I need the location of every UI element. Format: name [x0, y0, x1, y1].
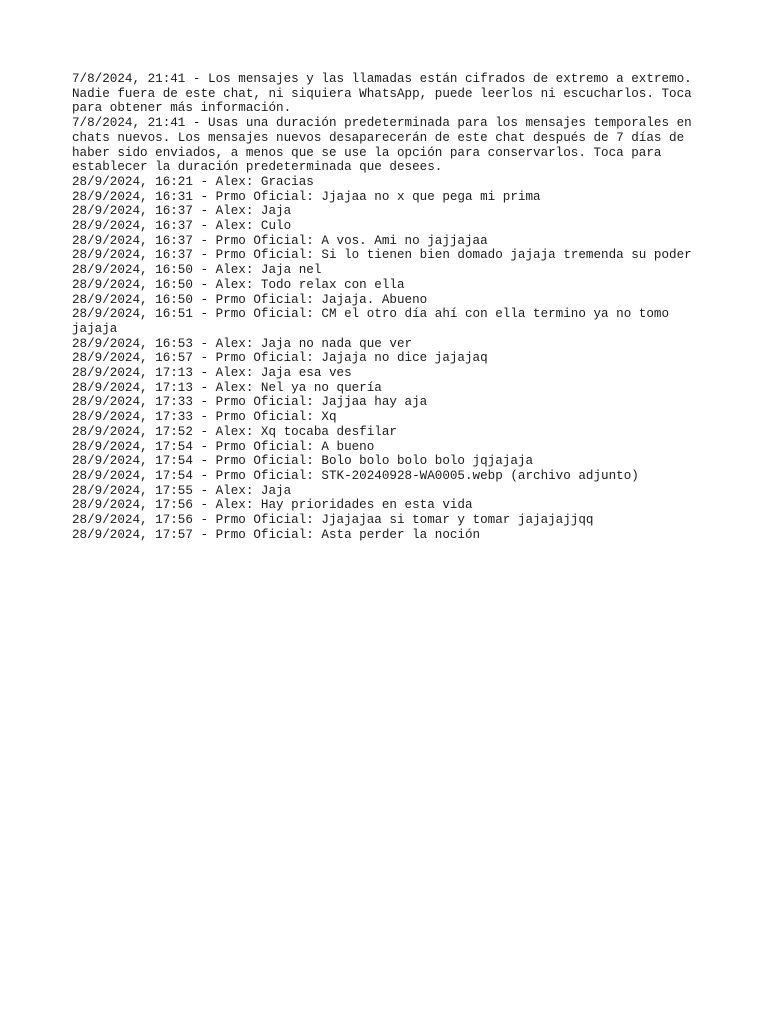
text-line: 28/9/2024, 17:33 - Prmo Oficial: Xq: [72, 410, 337, 425]
text-line: 28/9/2024, 17:13 - Alex: Jaja esa ves: [72, 366, 352, 381]
text-line: 28/9/2024, 17:54 - Prmo Oficial: A bueno: [72, 439, 375, 454]
text-line: jajaja: [72, 321, 118, 336]
text-line: 28/9/2024, 17:56 - Alex: Hay prioridades en esta vida: [72, 498, 473, 513]
text-line: 28/9/2024, 16:57 - Prmo Oficial: Jajaja no dice jajajaq: [72, 351, 488, 366]
text-line: 28/9/2024, 16:37 - Alex: Jaja: [72, 204, 292, 219]
text-line: 28/9/2024, 17:57 - Prmo Oficial: Asta perder la noción: [72, 527, 481, 542]
text-line: 28/9/2024, 16:21 - Alex: Gracias: [72, 174, 314, 189]
text-line: 28/9/2024, 16:51 - Prmo Oficial: CM el otro día ahí con ella termino ya no tomo: [72, 307, 670, 322]
text-line: 28/9/2024, 17:56 - Prmo Oficial: Jjajajaa si tomar y tomar jajajajjqq: [72, 513, 594, 528]
text-line: 28/9/2024, 17:55 - Alex: Jaja: [72, 483, 292, 498]
text-line: chats nuevos. Los mensajes nuevos desaparecerán de este chat después de 7 días de: [72, 130, 685, 145]
text-line: 7/8/2024, 21:41 - Usas una duración predeterminada para los mensajes temporales en: [72, 116, 692, 131]
text-line: 7/8/2024, 21:41 - Los mensajes y las llamadas están cifrados de extremo a extremo.: [72, 72, 692, 86]
text-line: 28/9/2024, 17:13 - Alex: Nel ya no quería: [72, 380, 382, 395]
text-line: 28/9/2024, 17:54 - Prmo Oficial: STK-20240928-WA0005.webp (archivo adjunto): [72, 468, 639, 483]
text-line: 28/9/2024, 16:50 - Prmo Oficial: Jajaja. Abueno: [72, 292, 428, 307]
text-line: 28/9/2024, 17:54 - Prmo Oficial: Bolo bolo bolo bolo jqjajaja: [72, 454, 534, 469]
text-line: 28/9/2024, 16:37 - Prmo Oficial: A vos. Ami no jajjajaa: [72, 233, 488, 248]
text-line: 28/9/2024, 16:31 - Prmo Oficial: Jjajaa no x que pega mi prima: [72, 189, 541, 204]
text-line: 28/9/2024, 16:53 - Alex: Jaja no nada que ver: [72, 336, 413, 351]
text-line: haber sido enviados, a menos que se use la opción para conservarlos. Toca para: [72, 145, 662, 160]
text-line: 28/9/2024, 17:52 - Alex: Xq tocaba desfilar: [72, 424, 397, 439]
text-line: 28/9/2024, 16:50 - Alex: Todo relax con ella: [72, 277, 405, 292]
text-line: Nadie fuera de este chat, ni siquiera WhatsApp, puede leerlos ni escucharlos. Toca: [72, 86, 692, 101]
text-line: 28/9/2024, 17:33 - Prmo Oficial: Jajjaa hay aja: [72, 395, 428, 410]
text-line: 28/9/2024, 16:50 - Alex: Jaja nel: [72, 263, 322, 278]
text-line: establecer la duración predeterminada que desees.: [72, 160, 443, 175]
chat-export-page: [72, 72, 702, 543]
text-line: para obtener más información.: [72, 101, 292, 116]
text-line: 28/9/2024, 16:37 - Alex: Culo: [72, 219, 292, 234]
text-line: 28/9/2024, 16:37 - Prmo Oficial: Si lo tienen bien domado jajaja tremenda su poder: [72, 248, 692, 263]
